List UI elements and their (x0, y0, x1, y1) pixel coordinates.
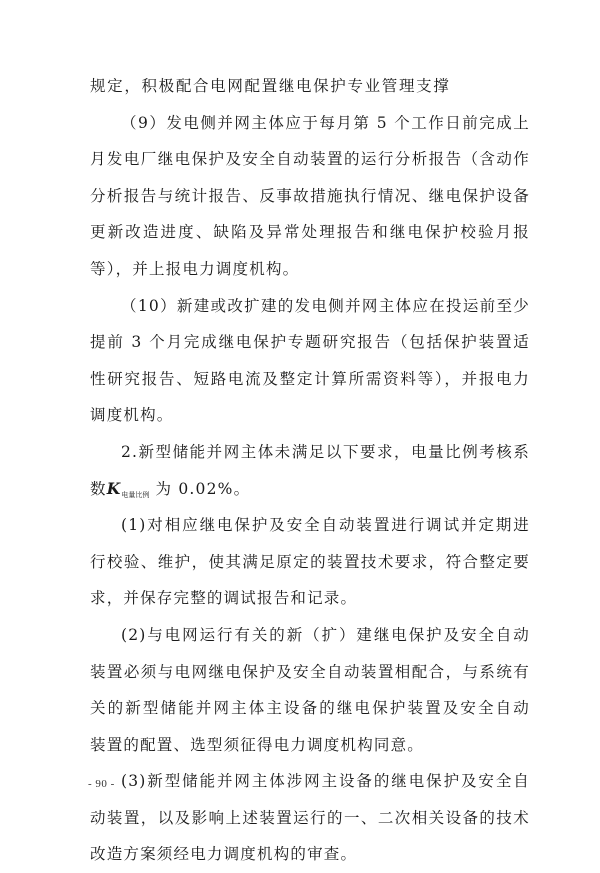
text-line: (1)对相应继电保护及安全自动装置进行调试并定期进 (121, 516, 530, 535)
text-line: （9）发电侧并网主体应于每月第 5 个工作日前完成上 (121, 113, 530, 132)
text-line: 关的新型储能并网主体主设备的继电保护装置及安全自动 (90, 699, 530, 718)
text-line: 装置必须与电网继电保护及安全自动装置相配合，与系统有 (90, 662, 530, 681)
text-line: 动装置，以及影响上述装置运行的一、二次相关设备的技术 (90, 808, 530, 827)
text-line: 提前 3 个月完成继电保护专题研究报告（包括保护装置适 (90, 333, 530, 352)
text-line: (3)新型储能并网主体涉网主设备的继电保护及安全自 (121, 772, 530, 791)
body-text (90, 68, 530, 873)
text-line: (2)与电网运行有关的新（扩）建继电保护及安全自动 (121, 625, 530, 644)
text-line: 改造方案须经电力调度机构的审查。 (90, 845, 358, 864)
text-line: （10）新建或改扩建的发电侧并网主体应在投运前至少 (121, 296, 530, 315)
text-line: 规定，积极配合电网配置继电保护专业管理支撑 (90, 77, 450, 95)
coef-prefix: 数 (90, 479, 107, 498)
text-line: 2.新型储能并网主体未满足以下要求，电量比例考核系 (121, 442, 530, 461)
coef-symbol: K (106, 478, 122, 498)
text-line: 求，并保存完整的调试报告和记录。 (90, 589, 358, 608)
coef-suffix: 为 0.02%。 (155, 479, 251, 498)
text-line: 等），并上报电力调度机构。 (90, 259, 300, 278)
page-number: - 90 - (88, 778, 115, 790)
text-line: 调度机构。 (90, 406, 174, 425)
text-line: 行校验、维护，使其满足原定的装置技术要求，符合整定要 (90, 552, 530, 571)
text-line: 性研究报告、短路电流及整定计算所需资料等），并报电力 (90, 369, 530, 388)
text-line: 更新改造进度、缺陷及异常处理报告和继电保护校验月报 (90, 223, 530, 242)
coef-subscript: 电量比例 (121, 490, 150, 499)
coefficient-line (90, 471, 530, 508)
text-line: 月发电厂继电保护及安全自动装置的运行分析报告（含动作 (90, 150, 530, 169)
text-line: 装置的配置、选型须征得电力调度机构同意。 (90, 735, 425, 754)
text-line: 分析报告与统计报告、反事故措施执行情况、继电保护设备 (90, 186, 530, 205)
